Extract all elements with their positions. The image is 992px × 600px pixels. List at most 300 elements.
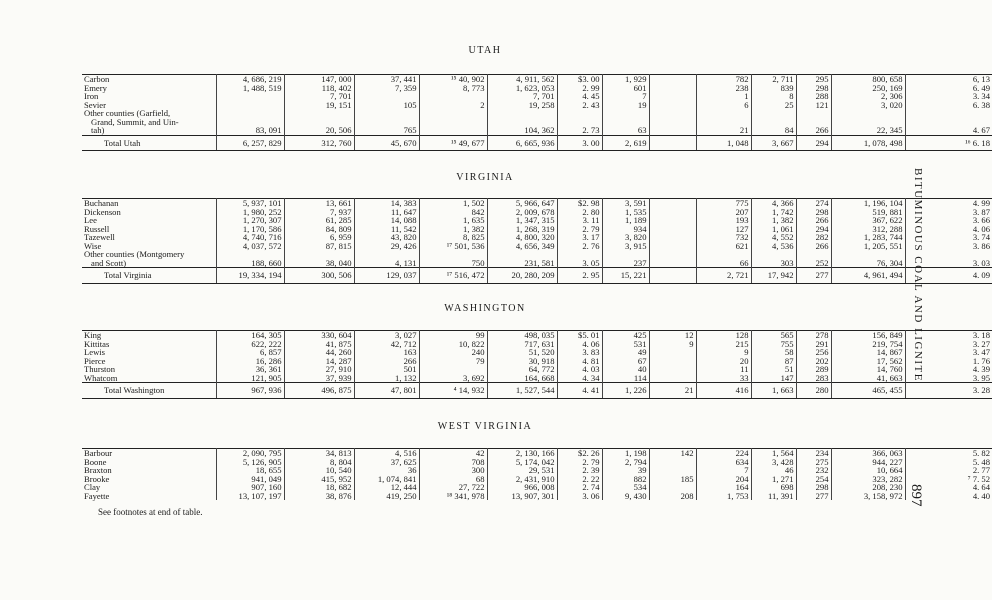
- value-cell: 498, 035: [487, 331, 557, 340]
- county-name: Fayette: [84, 490, 110, 501]
- value-cell: 1, 283, 744: [831, 233, 905, 242]
- utah-county-table: [82, 74, 992, 151]
- value-cell: 519, 881: [831, 208, 905, 217]
- total-value-cell: 1, 663: [751, 383, 796, 399]
- value-cell: 18, 682: [284, 483, 354, 492]
- washington-section-title: WASHINGTON: [444, 303, 526, 314]
- county-name: Sevier: [84, 99, 106, 110]
- value-cell: 839: [751, 84, 796, 93]
- value-cell: 5. 82: [905, 449, 992, 458]
- value-cell: 944, 227: [831, 458, 905, 467]
- value-cell: 298: [796, 84, 831, 93]
- value-cell: 732: [696, 233, 751, 242]
- value-cell: 49: [602, 348, 649, 357]
- value-cell: 252: [796, 259, 831, 268]
- value-cell: [751, 109, 796, 118]
- total-value-cell: ¹⁷ 516, 472: [419, 268, 487, 284]
- value-cell: 266: [354, 357, 419, 366]
- virginia-county-table: [82, 198, 992, 284]
- county-name: Kittitas: [84, 338, 110, 349]
- total-value-cell: 465, 455: [831, 383, 905, 399]
- value-cell: 10, 540: [284, 466, 354, 475]
- value-cell: [649, 374, 696, 383]
- value-cell: 66: [696, 259, 751, 268]
- utah-section-title: UTAH: [468, 45, 502, 56]
- value-cell: 1, 980, 252: [216, 208, 284, 217]
- value-cell: 1, 382: [751, 216, 796, 225]
- value-cell: 14, 760: [831, 365, 905, 374]
- value-cell: [649, 126, 696, 135]
- value-cell: 934: [602, 225, 649, 234]
- value-cell: 20, 506: [284, 126, 354, 135]
- value-cell: 1, 198: [602, 449, 649, 458]
- value-cell: 41, 875: [284, 340, 354, 349]
- value-cell: $5. 01: [557, 331, 602, 340]
- value-cell: 12: [649, 331, 696, 340]
- value-cell: [905, 109, 992, 118]
- washington-county-table: [82, 330, 992, 399]
- value-cell: 185: [649, 475, 696, 484]
- value-cell: 9: [649, 340, 696, 349]
- county-name: Thurston: [84, 364, 116, 374]
- value-cell: 83, 091: [216, 126, 284, 135]
- value-cell: 14, 088: [354, 216, 419, 225]
- value-cell: 6: [696, 101, 751, 110]
- value-cell: 4. 34: [557, 374, 602, 383]
- value-cell: [557, 109, 602, 118]
- value-cell: 3, 020: [831, 101, 905, 110]
- value-cell: 565: [751, 331, 796, 340]
- county-row-whatcom: [82, 374, 992, 383]
- value-cell: 19, 258: [487, 101, 557, 110]
- value-cell: 8, 825: [419, 233, 487, 242]
- value-cell: 2, 009, 678: [487, 208, 557, 217]
- value-cell: 256: [796, 348, 831, 357]
- value-cell: 215: [696, 340, 751, 349]
- value-cell: 42, 712: [354, 340, 419, 349]
- value-cell: 38, 876: [284, 492, 354, 501]
- value-cell: 147: [751, 374, 796, 383]
- value-cell: 232: [796, 466, 831, 475]
- value-cell: 3. 05: [557, 259, 602, 268]
- value-cell: 531: [602, 340, 649, 349]
- total-value-cell: [649, 268, 696, 284]
- value-cell: 36, 361: [216, 365, 284, 374]
- value-cell: 601: [602, 84, 649, 93]
- value-cell: 366, 063: [831, 449, 905, 458]
- value-cell: 87, 815: [284, 242, 354, 251]
- value-cell: 3. 86: [905, 242, 992, 251]
- value-cell: [419, 109, 487, 118]
- value-cell: 1, 270, 307: [216, 216, 284, 225]
- value-cell: 3, 158, 972: [831, 492, 905, 501]
- total-label: Total Utah: [82, 135, 216, 151]
- county-name: Barbour: [84, 448, 113, 458]
- county-row-wise: [82, 242, 992, 251]
- value-cell: 274: [796, 199, 831, 208]
- value-cell: 219, 754: [831, 340, 905, 349]
- value-cell: 121, 905: [216, 374, 284, 383]
- value-cell: [487, 109, 557, 118]
- county-row-fayette: [82, 492, 992, 501]
- value-cell: 4, 037, 572: [216, 242, 284, 251]
- value-cell: 3, 692: [419, 374, 487, 383]
- value-cell: 622, 222: [216, 340, 284, 349]
- value-cell: 6. 38: [905, 101, 992, 110]
- value-cell: 36: [354, 466, 419, 475]
- value-cell: 1, 271: [751, 475, 796, 484]
- county-name: Emery: [84, 82, 107, 93]
- total-value-cell: [649, 135, 696, 151]
- value-cell: [602, 109, 649, 118]
- value-cell: 1, 753: [696, 492, 751, 501]
- value-cell: 7, 937: [284, 208, 354, 217]
- value-cell: 11, 647: [354, 208, 419, 217]
- county-name: Other counties (Garfield,: [84, 108, 171, 118]
- value-cell: 13, 661: [284, 199, 354, 208]
- value-cell: 1, 488, 519: [216, 84, 284, 93]
- total-value-cell: 6, 665, 936: [487, 135, 557, 151]
- value-cell: 5, 126, 905: [216, 458, 284, 467]
- value-cell: 64, 772: [487, 365, 557, 374]
- value-cell: 278: [796, 331, 831, 340]
- value-cell: 8, 804: [284, 458, 354, 467]
- value-cell: 6, 13: [905, 75, 992, 84]
- west-virginia-section-title: WEST VIRGINIA: [437, 421, 533, 432]
- value-cell: 2. 80: [557, 208, 602, 217]
- value-cell: 29, 426: [354, 242, 419, 251]
- value-cell: 755: [751, 340, 796, 349]
- value-cell: 79: [419, 357, 487, 366]
- value-cell: 38, 040: [284, 259, 354, 268]
- county-name: tah): [91, 125, 105, 135]
- value-cell: [649, 365, 696, 374]
- value-cell: 76, 304: [831, 259, 905, 268]
- value-cell: 29, 531: [487, 466, 557, 475]
- value-cell: 2. 79: [557, 458, 602, 467]
- footnote-note: See footnotes at end of table.: [98, 507, 203, 517]
- value-cell: 37, 441: [354, 75, 419, 84]
- county-name: Grand, Summit, and Uin-: [91, 116, 179, 127]
- virginia-section-title: VIRGINIA: [456, 172, 514, 183]
- value-cell: 7, 701: [284, 92, 354, 101]
- county-name: Brooke: [84, 473, 110, 484]
- value-cell: 12, 444: [354, 483, 419, 492]
- value-cell: 3, 428: [751, 458, 796, 467]
- total-value-cell: 3. 28: [905, 383, 992, 399]
- value-cell: 9: [696, 348, 751, 357]
- total-value-cell: 6, 257, 829: [216, 135, 284, 151]
- value-cell: $2. 98: [557, 199, 602, 208]
- value-cell: 294: [796, 225, 831, 234]
- county-name: Clay: [84, 482, 101, 492]
- value-cell: 3. 18: [905, 331, 992, 340]
- value-cell: ¹⁵ 40, 902: [419, 75, 487, 84]
- value-cell: [649, 233, 696, 242]
- value-cell: 367, 622: [831, 216, 905, 225]
- value-cell: 104, 362: [487, 126, 557, 135]
- value-cell: 224: [696, 449, 751, 458]
- value-cell: 6. 49: [905, 84, 992, 93]
- value-cell: 765: [354, 126, 419, 135]
- value-cell: 61, 285: [284, 216, 354, 225]
- value-cell: 330, 604: [284, 331, 354, 340]
- value-cell: 782: [696, 75, 751, 84]
- total-value-cell: ¹⁶ 6. 18: [905, 135, 992, 151]
- value-cell: 188, 660: [216, 259, 284, 268]
- value-cell: 20: [696, 357, 751, 366]
- value-cell: [284, 109, 354, 118]
- value-cell: 6, 959: [284, 233, 354, 242]
- county-name: Russell: [84, 223, 110, 234]
- county-name: Tazewell: [84, 232, 115, 242]
- total-value-cell: 3, 667: [751, 135, 796, 151]
- value-cell: 42: [419, 449, 487, 458]
- total-value-cell: 4. 09: [905, 268, 992, 284]
- total-value-cell: 4. 41: [557, 383, 602, 399]
- value-cell: 288: [796, 92, 831, 101]
- value-cell: 156, 849: [831, 331, 905, 340]
- value-cell: 44, 260: [284, 348, 354, 357]
- value-cell: 4. 03: [557, 365, 602, 374]
- value-cell: 4, 656, 349: [487, 242, 557, 251]
- value-cell: 2. 76: [557, 242, 602, 251]
- value-cell: 4, 536: [751, 242, 796, 251]
- value-cell: 14, 383: [354, 199, 419, 208]
- value-cell: 5, 966, 647: [487, 199, 557, 208]
- value-cell: 1, 268, 319: [487, 225, 557, 234]
- value-cell: 63: [602, 126, 649, 135]
- value-cell: 4, 686, 219: [216, 75, 284, 84]
- value-cell: 204: [696, 475, 751, 484]
- value-cell: 87: [751, 357, 796, 366]
- county-name: and Scott): [91, 257, 127, 268]
- total-value-cell: 280: [796, 383, 831, 399]
- value-cell: 2. 79: [557, 225, 602, 234]
- value-cell: 534: [602, 483, 649, 492]
- value-cell: [419, 118, 487, 127]
- total-value-cell: 312, 760: [284, 135, 354, 151]
- value-cell: 250, 169: [831, 84, 905, 93]
- virginia-total-row: [82, 268, 992, 284]
- value-cell: 118, 402: [284, 84, 354, 93]
- value-cell: 4, 366: [751, 199, 796, 208]
- value-cell: 2: [419, 101, 487, 110]
- value-cell: 3. 06: [557, 492, 602, 501]
- value-cell: 10, 664: [831, 466, 905, 475]
- value-cell: 2. 39: [557, 466, 602, 475]
- value-cell: [419, 126, 487, 135]
- value-cell: 19, 151: [284, 101, 354, 110]
- value-cell: 128: [696, 331, 751, 340]
- value-cell: 708: [419, 458, 487, 467]
- total-value-cell: 129, 037: [354, 268, 419, 284]
- value-cell: 289: [796, 365, 831, 374]
- value-cell: 775: [696, 199, 751, 208]
- county-row-other-counties-garfield: [82, 109, 992, 118]
- value-cell: 9, 430: [602, 492, 649, 501]
- total-value-cell: 294: [796, 135, 831, 151]
- value-cell: 1, 623, 053: [487, 84, 557, 93]
- total-value-cell: 967, 936: [216, 383, 284, 399]
- value-cell: [649, 250, 696, 259]
- value-cell: 291: [796, 340, 831, 349]
- total-value-cell: 2. 95: [557, 268, 602, 284]
- value-cell: 1, 382: [419, 225, 487, 234]
- total-value-cell: 1, 078, 498: [831, 135, 905, 151]
- value-cell: 3. 03: [905, 259, 992, 268]
- value-cell: 37, 939: [284, 374, 354, 383]
- value-cell: 3. 34: [905, 92, 992, 101]
- value-cell: 5, 174, 042: [487, 458, 557, 467]
- value-cell: 164, 668: [487, 374, 557, 383]
- value-cell: 37, 625: [354, 458, 419, 467]
- value-cell: 10, 822: [419, 340, 487, 349]
- total-value-cell: 1, 527, 544: [487, 383, 557, 399]
- value-cell: $2. 26: [557, 449, 602, 458]
- value-cell: 2, 090, 795: [216, 449, 284, 458]
- value-cell: [831, 109, 905, 118]
- value-cell: [354, 109, 419, 118]
- value-cell: 4. 06: [905, 225, 992, 234]
- value-cell: 1, 502: [419, 199, 487, 208]
- value-cell: 105: [354, 101, 419, 110]
- value-cell: 4. 45: [557, 92, 602, 101]
- total-label: Total Virginia: [82, 268, 216, 284]
- value-cell: 2. 74: [557, 483, 602, 492]
- value-cell: 2. 73: [557, 126, 602, 135]
- value-cell: 621: [696, 242, 751, 251]
- total-value-cell: 45, 670: [354, 135, 419, 151]
- value-cell: 121: [796, 101, 831, 110]
- value-cell: [649, 348, 696, 357]
- value-cell: 966, 008: [487, 483, 557, 492]
- value-cell: 282: [796, 233, 831, 242]
- value-cell: 7: [696, 466, 751, 475]
- total-value-cell: 300, 506: [284, 268, 354, 284]
- value-cell: 3. 66: [905, 216, 992, 225]
- value-cell: 18, 655: [216, 466, 284, 475]
- total-value-cell: 21: [649, 383, 696, 399]
- total-value-cell: 416: [696, 383, 751, 399]
- value-cell: 1. 76: [905, 357, 992, 366]
- county-name: Whatcom: [84, 372, 118, 383]
- value-cell: 17, 562: [831, 357, 905, 366]
- value-cell: 295: [796, 75, 831, 84]
- value-cell: 2. 99: [557, 84, 602, 93]
- west-virginia-county-table: [82, 448, 992, 500]
- value-cell: 907, 160: [216, 483, 284, 492]
- value-cell: 283: [796, 374, 831, 383]
- value-cell: 425: [602, 331, 649, 340]
- value-cell: 3. 83: [557, 348, 602, 357]
- value-cell: 634: [696, 458, 751, 467]
- value-cell: 43, 820: [354, 233, 419, 242]
- total-value-cell: 4, 961, 494: [831, 268, 905, 284]
- value-cell: 14, 867: [831, 348, 905, 357]
- value-cell: 1, 564: [751, 449, 796, 458]
- value-cell: 27, 722: [419, 483, 487, 492]
- value-cell: 1, 347, 315: [487, 216, 557, 225]
- county-name: Iron: [84, 91, 99, 101]
- value-cell: 208: [649, 492, 696, 501]
- value-cell: 2, 711: [751, 75, 796, 84]
- value-cell: 114: [602, 374, 649, 383]
- value-cell: 1, 929: [602, 75, 649, 84]
- value-cell: 208, 230: [831, 483, 905, 492]
- total-value-cell: 17, 942: [751, 268, 796, 284]
- value-cell: 3. 17: [557, 233, 602, 242]
- value-cell: 19: [602, 101, 649, 110]
- total-value-cell: 496, 875: [284, 383, 354, 399]
- page-number: 897: [908, 484, 924, 507]
- total-value-cell: 2, 619: [602, 135, 649, 151]
- value-cell: 2, 130, 166: [487, 449, 557, 458]
- value-cell: 4. 06: [557, 340, 602, 349]
- value-cell: 4, 911, 562: [487, 75, 557, 84]
- value-cell: 40: [602, 365, 649, 374]
- value-cell: 4, 516: [354, 449, 419, 458]
- total-value-cell: ¹⁵ 49, 677: [419, 135, 487, 151]
- value-cell: 30, 918: [487, 357, 557, 366]
- value-cell: 147, 000: [284, 75, 354, 84]
- value-cell: [649, 259, 696, 268]
- value-cell: [216, 101, 284, 110]
- value-cell: 231, 581: [487, 259, 557, 268]
- value-cell: 202: [796, 357, 831, 366]
- value-cell: [419, 92, 487, 101]
- county-name: King: [84, 330, 102, 340]
- value-cell: ¹⁸ 341, 978: [419, 492, 487, 501]
- value-cell: 238: [696, 84, 751, 93]
- value-cell: 2, 431, 910: [487, 475, 557, 484]
- value-cell: [216, 92, 284, 101]
- value-cell: 193: [696, 216, 751, 225]
- value-cell: 142: [649, 449, 696, 458]
- value-cell: 34, 813: [284, 449, 354, 458]
- value-cell: 84, 809: [284, 225, 354, 234]
- county-name: Pierce: [84, 355, 106, 366]
- value-cell: 312, 288: [831, 225, 905, 234]
- value-cell: 234: [796, 449, 831, 458]
- county-row-other-counties-garfield: [82, 126, 992, 135]
- total-value-cell: 3. 00: [557, 135, 602, 151]
- value-cell: 164, 305: [216, 331, 284, 340]
- value-cell: 5. 48: [905, 458, 992, 467]
- total-value-cell: 19, 334, 194: [216, 268, 284, 284]
- value-cell: 8: [751, 92, 796, 101]
- county-name: Other counties (Montgomery: [84, 249, 185, 259]
- value-cell: 4, 740, 716: [216, 233, 284, 242]
- value-cell: 254: [796, 475, 831, 484]
- value-cell: [216, 109, 284, 118]
- value-cell: [649, 118, 696, 127]
- value-cell: [696, 109, 751, 118]
- value-cell: 3. 74: [905, 233, 992, 242]
- value-cell: [649, 92, 696, 101]
- county-name: Lewis: [84, 347, 106, 357]
- value-cell: 127: [696, 225, 751, 234]
- total-value-cell: 47, 801: [354, 383, 419, 399]
- value-cell: 2, 306: [831, 92, 905, 101]
- value-cell: 300: [419, 466, 487, 475]
- value-cell: 84: [751, 126, 796, 135]
- value-cell: [796, 109, 831, 118]
- value-cell: 882: [602, 475, 649, 484]
- value-cell: 4. 99: [905, 199, 992, 208]
- county-name: Wise: [84, 240, 102, 251]
- value-cell: 275: [796, 458, 831, 467]
